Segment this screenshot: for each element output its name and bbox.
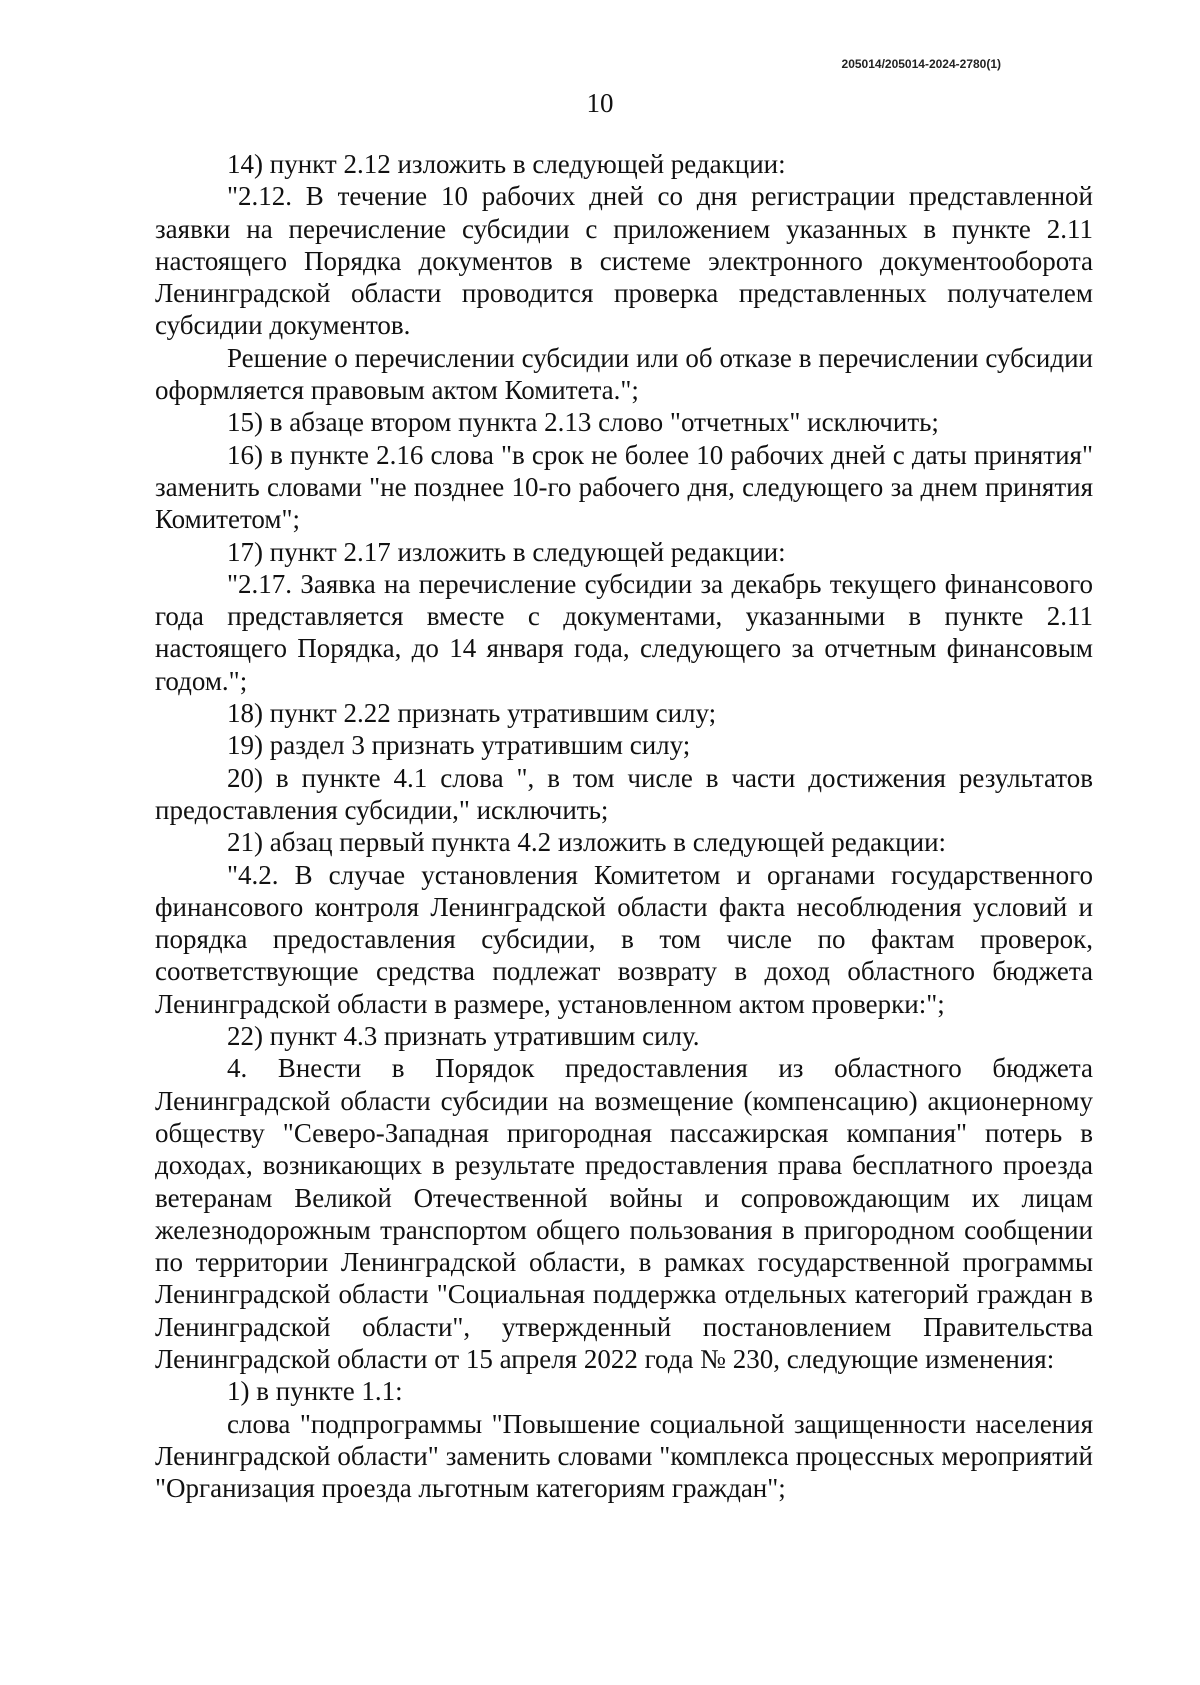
paragraph-decision: Решение о перечислении субсидии или об отказе в перечислении субсидии оформляется правовым актом Комитета."; (155, 342, 1093, 406)
paragraph-section-4: 4. Внести в Порядок предоставления из областного бюджета Ленинградской области субсидии на возмещение (компенсацию) акционерному обществу "Северо-Западная пригородная пассажирская компания" потерь в доходах, возникающих в результате предоставления права бесплатного проезда ветеранам Великой Отечественной войны и сопровождающим их лицам железнодорожным транспортом общего пользования в пригородном сообщении по территории Ленинградской области, в рамках государственной программы Ленинградской области "Социальная поддержка отдельных категорий граждан в Ленинградской области", утвержденный постановлением Правительства Ленинградской области от 15 апреля 2022 года № 230, следующие изменения: (155, 1053, 1093, 1374)
paragraph-item-16: 16) в пункте 2.16 слова "в срок не более 10 рабочих дней с даты принятия" заменить словами "не позднее 10-го рабочего дня, следующего за днем принятия Комитетом"; (155, 439, 1093, 535)
paragraph-quote-4-2: "4.2. В случае установления Комитетом и органами государственного финансового контроля Ленинградской области факта несоблюдения условий и порядка предоставления субсидии, в том числе по фактам проверок, соответствующие средства подлежат возврату в доход областного бюджета Ленинградской области в размере, установленном актом проверки:"; (155, 859, 1093, 1019)
paragraph-words-replace: слова "подпрограммы "Повышение социальной защищенности населения Ленинградской области" заменить словами "комплекса процессных мероприятий "Организация проезда льготным категориям граждан"; (155, 1408, 1093, 1504)
paragraph-item-22: 22) пункт 4.3 признать утратившим силу. (227, 1021, 700, 1052)
paragraph-subitem-1: 1) в пункте 1.1: (227, 1376, 403, 1407)
paragraph-item-20: 20) в пункте 4.1 слова ", в том числе в части достижения результатов предоставления субсидии," исключить; (155, 762, 1093, 825)
paragraph-item-17: 17) пункт 2.17 изложить в следующей редакции: (227, 536, 786, 567)
paragraph-quote-2-17: "2.17. Заявка на перечисление субсидии за декабрь текущего финансового года представляется вместе с документами, указанными в пункте 2.11 настоящего Порядка, до 14 января года, следующего за отчетным финансовым годом."; (155, 568, 1093, 696)
page-number: 10 (586, 88, 614, 118)
paragraph-item-14: 14) пункт 2.12 изложить в следующей редакции: (227, 149, 786, 179)
document-id: 205014/205014-2024-2780(1) (841, 57, 1001, 71)
paragraph-item-15: 15) в абзаце втором пункта 2.13 слово "отчетных" исключить; (227, 407, 939, 438)
paragraph-quote-2-12: "2.12. В течение 10 рабочих дней со дня регистрации представленной заявки на перечисление субсидии с приложением указанных в пункте 2.11 настоящего Порядка документов в системе электронного документооборота Ленинградской области проводится проверка представленных получателем субсидии документов. (155, 181, 1093, 341)
document-body (155, 148, 1093, 1504)
paragraph-item-21: 21) абзац первый пункта 4.2 изложить в следующей редакции: (227, 827, 947, 858)
paragraph-item-19: 19) раздел 3 признать утратившим силу; (227, 730, 691, 761)
paragraph-item-18: 18) пункт 2.22 признать утратившим силу; (227, 698, 717, 729)
